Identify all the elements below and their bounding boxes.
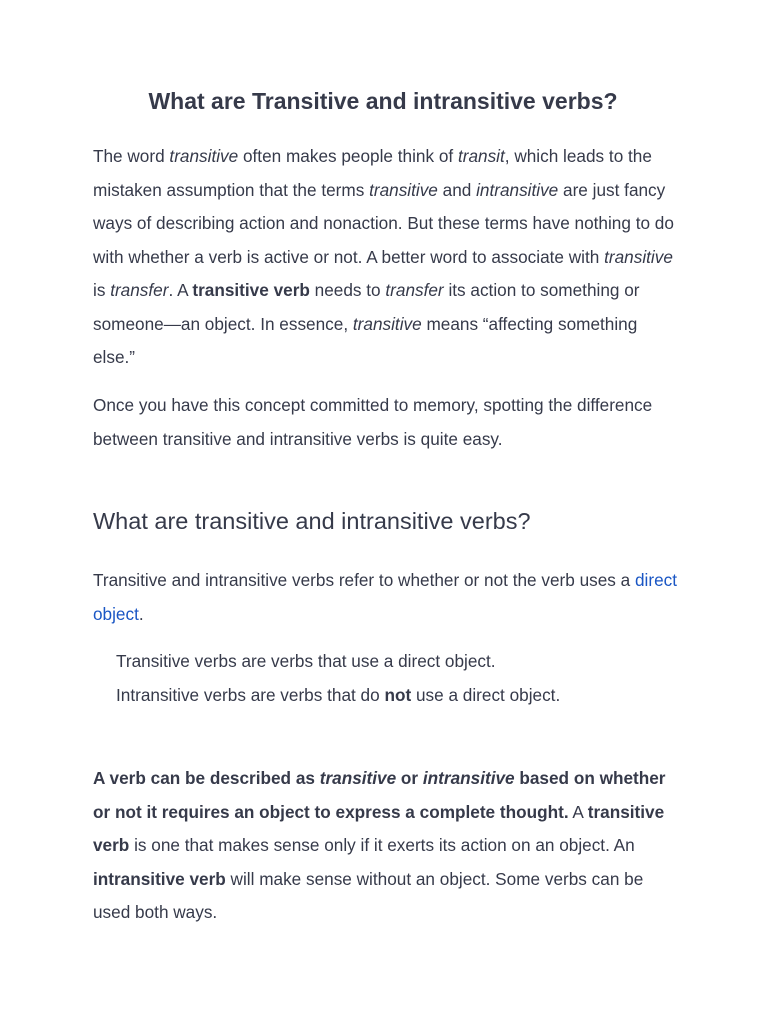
bold-italic-term <box>423 768 515 788</box>
text-run: Transitive and intransitive verbs refer to whether or not the verb uses a <box>93 570 635 590</box>
text-run: A <box>568 801 588 822</box>
text-run: is one that makes sense only if it exerts its action on an object. An <box>129 835 635 855</box>
bold-term: not <box>384 684 412 705</box>
text-run: needs to <box>309 280 386 300</box>
italic-term: transitive <box>352 313 422 334</box>
italic-term: transitive <box>169 146 239 166</box>
direct-object-link[interactable]: direct object <box>93 570 678 624</box>
text-run: often makes people think of <box>238 146 458 166</box>
bold-term: transitive verb <box>93 801 665 855</box>
italic-term: transitive <box>319 768 397 788</box>
list-item <box>116 679 560 713</box>
text-run: its action to something or someone—an object. In essence, <box>93 280 640 334</box>
italic-term: transit <box>457 146 505 166</box>
bold-run: based on whether or not it requires an object to express a complete thought. <box>93 768 666 822</box>
italic-term: transitive <box>369 179 438 200</box>
page-title: What are Transitive and intransitive verbs? <box>148 88 618 114</box>
bold-run: A verb can be described as <box>93 768 320 788</box>
italic-term: intransitive <box>476 179 559 200</box>
list-item: Transitive verbs are verbs that use a direct object. <box>116 651 496 671</box>
text-run: . <box>138 603 144 624</box>
text-run: , which leads to the mistaken assumption that the terms <box>93 146 652 200</box>
text-run: are just fancy ways of describing action and nonaction. But these terms have nothing to do with whether a verb is active or not. A better word to associate with <box>93 179 674 267</box>
text-run: and <box>437 179 477 200</box>
definition-paragraph <box>93 564 683 631</box>
verb-types-list <box>116 645 560 712</box>
bold-italic-term <box>320 768 396 788</box>
section-heading: What are transitive and intransitive verbs? <box>93 508 531 534</box>
intro-paragraph <box>93 140 683 375</box>
text-run: The word <box>93 146 170 166</box>
italic-term: transfer <box>385 280 444 300</box>
text-run: use a direct object. <box>411 684 561 705</box>
text-run: will make sense without an object. Some verbs can be used both ways. <box>93 868 644 922</box>
text-run: is <box>93 280 111 300</box>
text-run: means “affecting something else.” <box>93 313 638 367</box>
bold-term: intransitive verb <box>93 868 226 889</box>
italic-term: intransitive <box>422 768 515 788</box>
memory-paragraph: Once you have this concept committed to memory, spotting the difference between transitive and intransitive verbs is quite easy. <box>93 395 653 449</box>
italic-term: transfer <box>110 280 169 300</box>
bold-run: or <box>396 768 423 788</box>
text-run: . A <box>168 280 193 300</box>
summary-paragraph <box>93 762 683 930</box>
bold-term: transitive verb <box>192 280 310 300</box>
italic-term: transitive <box>604 246 673 267</box>
text-run: Intransitive verbs are verbs that do <box>116 684 385 705</box>
